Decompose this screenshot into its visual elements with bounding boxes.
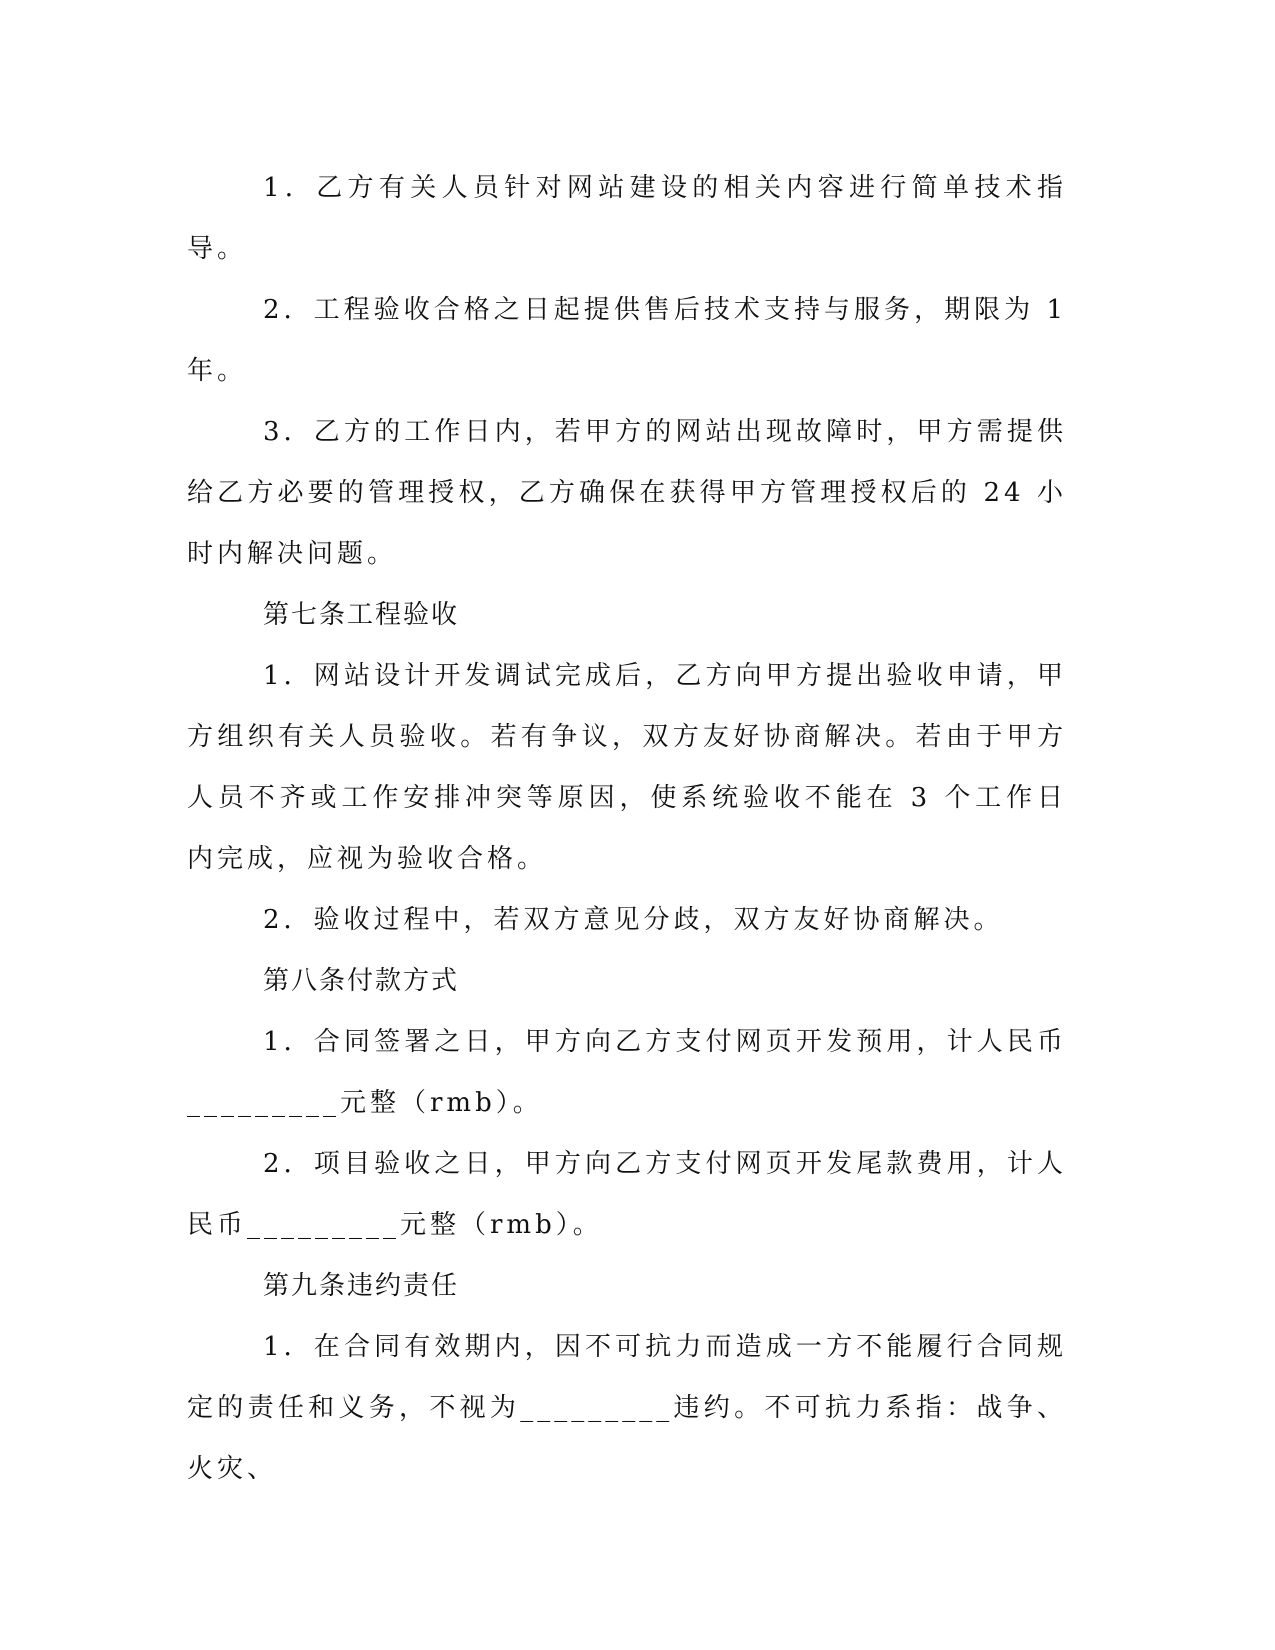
- paragraph-payment-advance: 1．合同签署之日，甲方向乙方支付网页开发预用，计人民币_________元整（rmb）。: [187, 1027, 1067, 1118]
- paragraph-force-majeure: 1．在合同有效期内，因不可抗力而造成一方不能履行合同规定的责任和义务，不视为_________违约。不可抗力系指：战争、火灾、: [187, 1332, 1067, 1484]
- paragraph-tech-guidance: 1．乙方有关人员针对网站建设的相关内容进行简单技术指导。: [187, 173, 1067, 264]
- paragraph-payment-final: 2．项目验收之日，甲方向乙方支付网页开发尾款费用，计人民币_________元整（rmb）。: [187, 1149, 1067, 1240]
- paragraph-fault-handling: 3．乙方的工作日内，若甲方的网站出现故障时，甲方需提供给乙方必要的管理授权，乙方确保在获得甲方管理授权后的 24 小时内解决问题。: [187, 417, 1067, 569]
- paragraph-acceptance-dispute: 2．验收过程中，若双方意见分歧，双方友好协商解决。: [263, 905, 1004, 935]
- paragraph-after-sales-support: 2．工程验收合格之日起提供售后技术支持与服务，期限为 1 年。: [187, 295, 1067, 386]
- document-body: [187, 158, 1067, 1500]
- section-heading-liability: 第九条违约责任: [263, 1271, 460, 1301]
- section-heading-payment: 第八条付款方式: [263, 966, 460, 996]
- section-heading-acceptance: 第七条工程验收: [263, 600, 460, 630]
- paragraph-acceptance-application: 1．网站设计开发调试完成后，乙方向甲方提出验收申请，甲方组织有关人员验收。若有争议，双方友好协商解决。若由于甲方人员不齐或工作安排冲突等原因，使系统验收不能在 3 个工作日内完成，应视为验收合格。: [187, 661, 1067, 874]
